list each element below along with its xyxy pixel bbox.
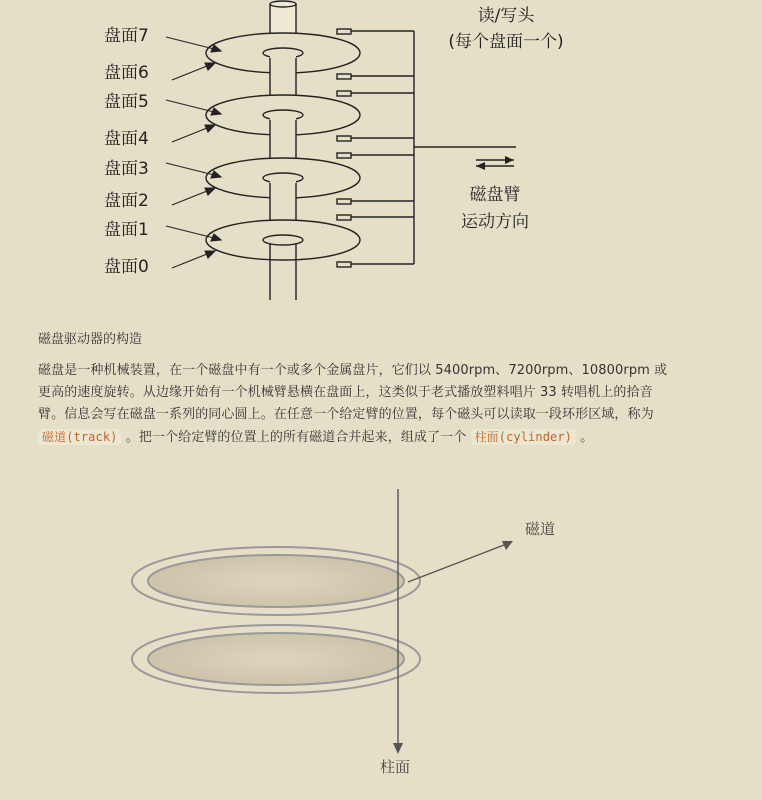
track-cylinder-diagram xyxy=(0,480,762,800)
platter-label-2: 盘面2 xyxy=(104,191,149,211)
platter-label-5: 盘面5 xyxy=(104,92,149,112)
platter-label-1: 盘面1 xyxy=(104,220,149,240)
figure-caption: 磁盘驱动器的构造 xyxy=(38,332,143,347)
platter-label-4: 盘面4 xyxy=(104,129,149,149)
cylinder-term: 柱面(cylinder) xyxy=(471,429,576,445)
head-label-line1: 读/写头 xyxy=(477,6,535,26)
track-label: 磁道 xyxy=(525,520,556,538)
disk-structure-diagram xyxy=(0,0,762,310)
cylinder-label: 柱面 xyxy=(380,758,411,776)
track-term: 磁道(track) xyxy=(38,429,121,445)
body-paragraph xyxy=(38,360,668,449)
head-label-line2: (每个盘面一个) xyxy=(448,32,564,52)
platter-label-3: 盘面3 xyxy=(104,159,149,179)
paragraph-text-1: 磁盘是一种机械装置，在一个磁盘中有一个或多个金属盘片，它们以 5400rpm、7200rpm、10800rpm 或更高的速度旋转。从边缘开始有一个机械臂悬横在盘面上，这类似于老式播放塑料唱片 33 转唱机上的拾音臂。信息会写在磁盘一系列的同心圆上。在任意一个给定臂的位置，每个磁头可以读取一段环形区域，称为 xyxy=(38,363,668,422)
platter-label-0: 盘面0 xyxy=(104,257,149,277)
arm-label-line1: 磁盘臂 xyxy=(469,185,521,205)
paragraph-text-3: 。 xyxy=(580,430,594,445)
paragraph-text-2: 。把一个给定臂的位置上的所有磁道合并起来，组成了一个 xyxy=(125,430,467,445)
arm-label-line2: 运动方向 xyxy=(461,212,529,232)
platter-label-6: 盘面6 xyxy=(104,63,149,83)
platter-label-7: 盘面7 xyxy=(104,26,149,46)
